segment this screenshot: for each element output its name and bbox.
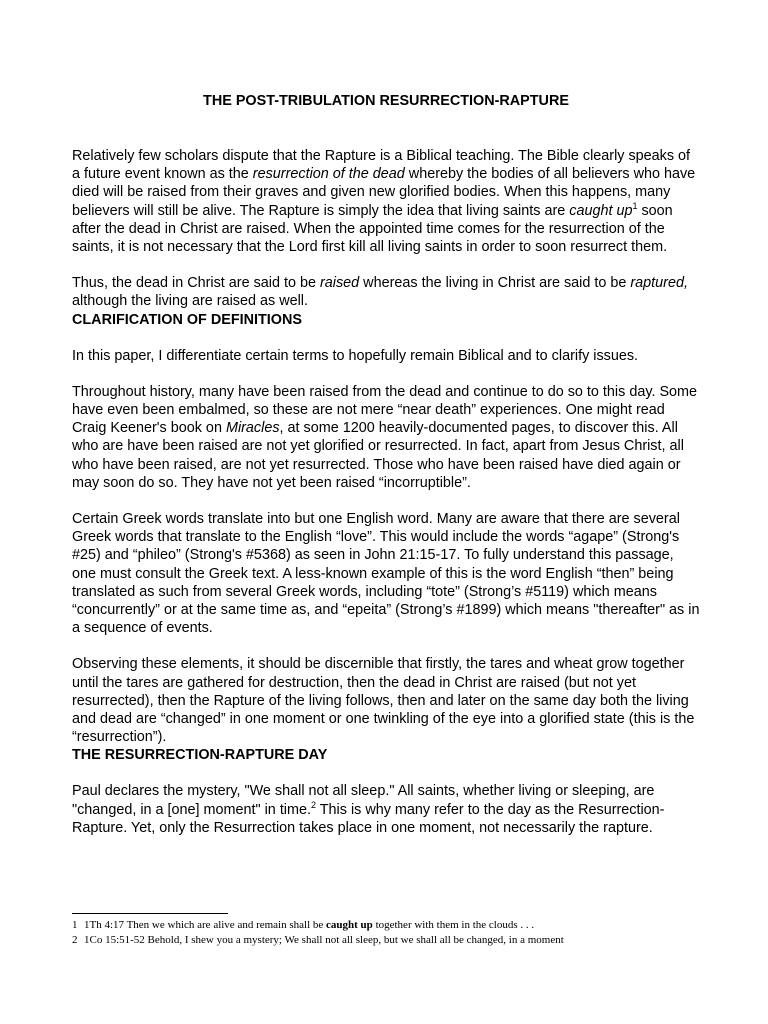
definitions-paragraph-2 — [72, 383, 700, 492]
footnote-ref-2[interactable]: 2 — [311, 799, 317, 810]
footnote-number: 2 — [72, 934, 78, 946]
italic-term: caught up — [569, 202, 633, 219]
rapture-day-paragraph-1 — [72, 782, 700, 837]
text-span: This is why many refer to the day as the Resurrection-Rapture. Yet, only the Resurrection takes place in one moment, not necessarily the rapture. — [72, 801, 665, 836]
footnote-ref-1[interactable]: 1 — [632, 200, 638, 211]
definitions-paragraph-4: Observing these elements, it should be discernible that firstly, the tares and wheat grow together until the tares are gathered for destruction, then the dead in Christ are raised (but not yet resurrected), then the Rapture of the living follows, then and later on the same day both the living and dead are “changed” in one moment or one twinkling of the eye into a glorified state (this is the “resurrection”). — [72, 656, 695, 746]
italic-book-title: Miracles — [225, 420, 280, 437]
footnote-2 — [72, 933, 712, 948]
italic-term: raptured, — [630, 275, 688, 292]
definitions-paragraph-3: Certain Greek words translate into but one English word. Many are aware that there are several Greek words that translate to the English “love”. This would include the words “agape” (Strong's #25) and “phileo” (Strong's #5368) as seen in John 21:15-17. To fully understand this passage, one must consult the Greek text. A less-known example of this is the word English “then” being translated as such from several Greek words, including “tote” (Strong’s #5119) which means “concurrently” or at the same time as, and “epeita” (Strong’s #1899) which means "thereafter" as in a sequence of events. — [72, 511, 700, 637]
text-span: although the living are raised as well. — [72, 293, 308, 310]
footnote-text: 1Co 15:51-52 Behold, I shew you a mystery; We shall not all sleep, but we shall all be changed, in a moment — [84, 934, 564, 946]
definitions-paragraph-1: In this paper, I differentiate certain terms to hopefully remain Biblical and to clarify issues. — [72, 347, 639, 364]
text-span: whereby the bodies of all believers who have died will be raised from their graves and given new glorified bodies. When this happens, many believers will still be alive. The Rapture is simply the idea that living saints are — [72, 166, 696, 219]
document-title: THE POST-TRIBULATION RESURRECTION-RAPTURE — [203, 93, 569, 109]
italic-term: raised — [319, 275, 360, 292]
document-body — [72, 92, 700, 837]
text-span: whereas the living in Christ are said to be — [359, 275, 631, 292]
text-span: Thus, the dead in Christ are said to be — [72, 275, 320, 292]
text-span: soon after the dead in Christ are raised. When the appointed time comes for the resurrection of the saints, it is not necessary that the Lord first kill all living saints in order to soon resurrect them. — [72, 202, 673, 256]
section-heading-resurrection-rapture-day: THE RESURRECTION-RAPTURE DAY — [72, 747, 328, 764]
footnotes — [72, 918, 712, 948]
intro-paragraph-1 — [72, 147, 700, 256]
text-span: , at some 1200 heavily-documented pages, to discover this. All who are have been raised are not yet glorified or resurrected. In fact, apart from Jesus Christ, all who have been raised, are not yet resurrected. Those who have been raised have died again or may soon do so. They have not yet been raised “incorruptible”. — [72, 420, 684, 491]
footnote-bold-term: caught up — [326, 919, 373, 931]
footnote-text: 1Th 4:17 Then we which are alive and remain shall be — [84, 919, 327, 931]
text-span: Throughout history, many have been raised from the dead and continue to do so to this day. Some have even been embalmed, so these are not mere “near death” experiences. One might read Craig Keener's book on — [72, 383, 698, 437]
footnote-text: together with them in the clouds . . . — [372, 919, 535, 931]
footnote-number: 1 — [72, 919, 78, 931]
section-heading-definitions: CLARIFICATION OF DEFINITIONS — [72, 311, 302, 328]
text-span: Paul declares the mystery, "We shall not all sleep." All saints, whether living or sleeping, are "changed, in a [one] moment" in time. — [72, 783, 655, 818]
intro-paragraph-2 — [72, 274, 700, 310]
footnote-separator — [72, 913, 228, 914]
footnote-1 — [72, 918, 712, 933]
italic-term: resurrection of the dead — [252, 166, 405, 183]
text-span: Relatively few scholars dispute that the Rapture is a Biblical teaching. The Bible clearly speaks of a future event known as the — [72, 148, 691, 183]
